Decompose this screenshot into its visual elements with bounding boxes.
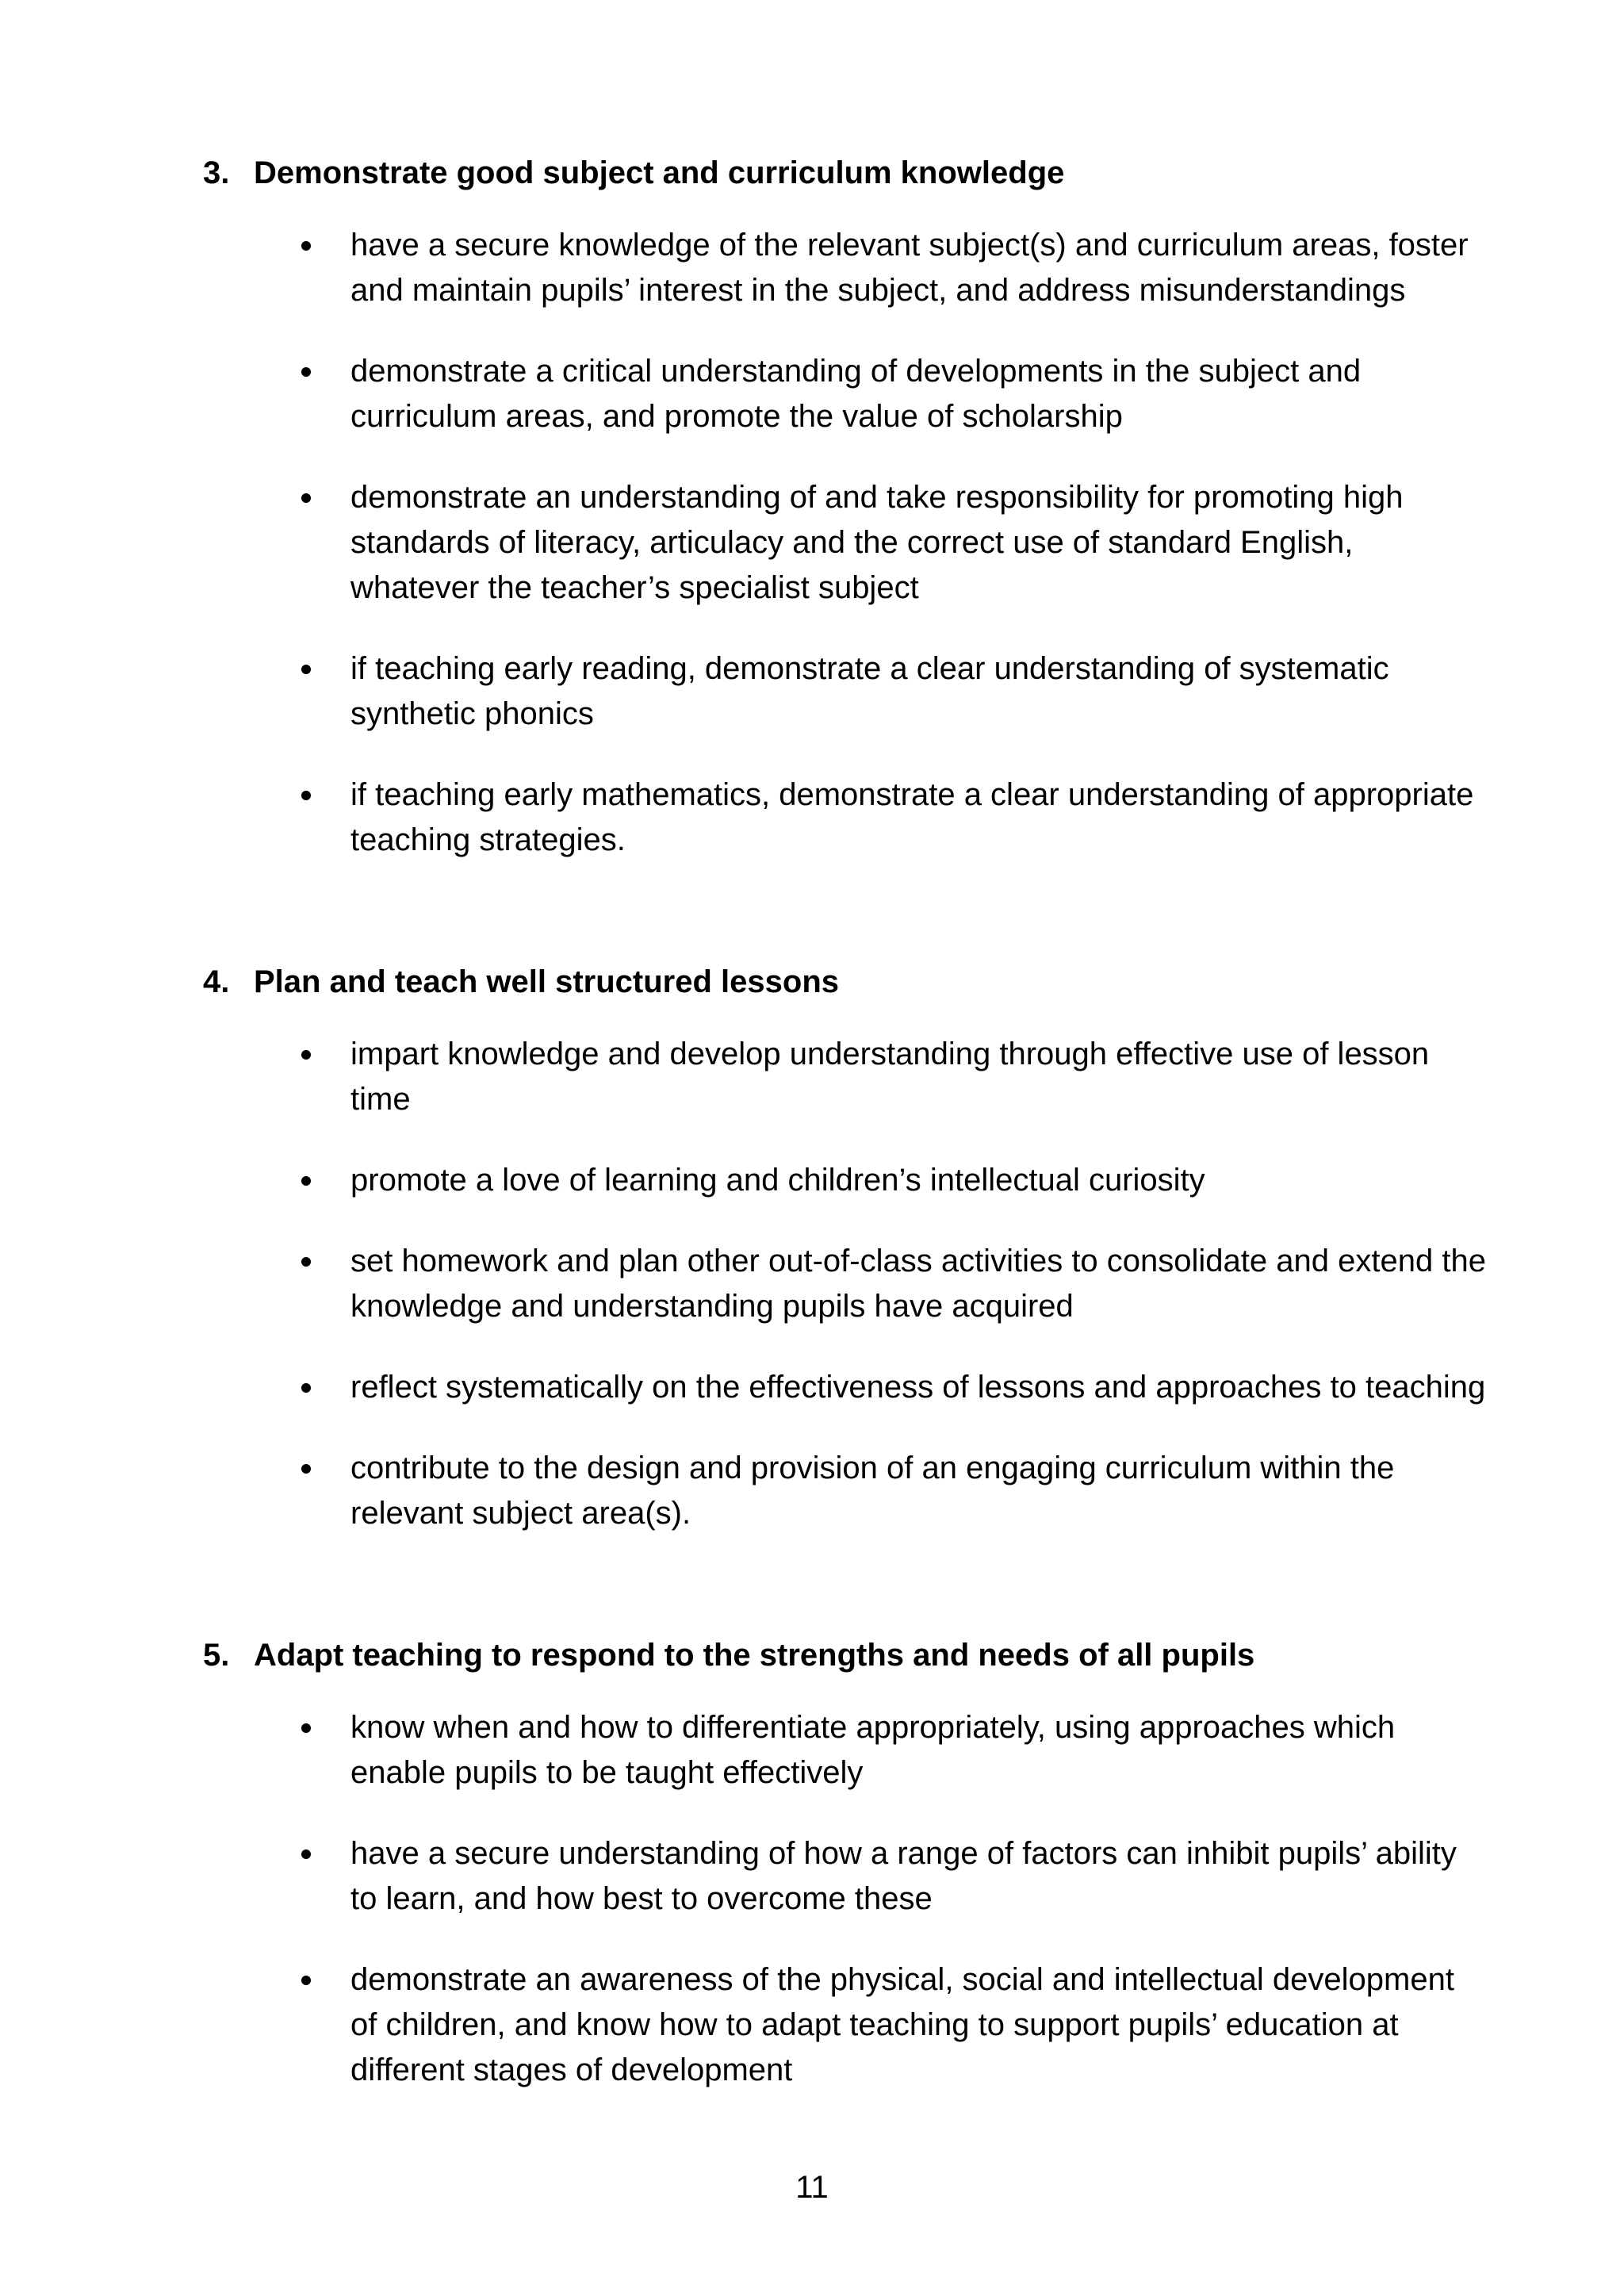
bullet-icon: [301, 1257, 311, 1267]
list-item: [203, 475, 1488, 611]
section-title: Demonstrate good subject and curriculum knowledge: [254, 155, 1065, 190]
section-title: Adapt teaching to respond to the strengths and needs of all pupils: [254, 1638, 1255, 1673]
bullet-icon: [301, 1849, 311, 1859]
list-item: [203, 1705, 1488, 1796]
bullet-icon: [301, 493, 311, 503]
bullet-icon: [301, 367, 311, 377]
list-item-text: know when and how to differentiate appropriately, using approaches which enable pupils to be taught effectively: [350, 1710, 1396, 1790]
list-item-text: demonstrate a critical understanding of developments in the subject and curriculum areas, and promote the value of scholarship: [350, 354, 1362, 434]
section-heading: [203, 960, 1488, 1004]
bullet-icon: [301, 1464, 311, 1474]
list-item-text: demonstrate an awareness of the physical, social and intellectual development of children, and know how to adapt teaching to support pupils’ education at different stages of development: [350, 1962, 1454, 2087]
section-3: [203, 151, 1488, 863]
list-item: [203, 223, 1488, 313]
list-item-text: have a secure knowledge of the relevant subject(s) and curriculum areas, foster and maintain pupils’ interest in the subject, and address misunderstandings: [350, 228, 1469, 308]
bullet-icon: [301, 665, 311, 674]
bullet-icon: [301, 1723, 311, 1733]
section-title: Plan and teach well structured lessons: [254, 964, 840, 999]
section-5: [203, 1633, 1488, 2093]
list-item: [203, 349, 1488, 439]
list-item-text: set homework and plan other out-of-class activities to consolidate and extend the knowledge and understanding pupils have acquired: [350, 1244, 1486, 1324]
section-number: 5.: [203, 1638, 230, 1673]
bullet-list: [203, 1032, 1488, 1536]
section-number: 4.: [203, 964, 230, 999]
list-item: [203, 1032, 1488, 1122]
bullet-list: [203, 223, 1488, 863]
bullet-icon: [301, 791, 311, 800]
section-number: 3.: [203, 155, 230, 190]
bullet-icon: [301, 1176, 311, 1186]
bullet-icon: [301, 1050, 311, 1060]
bullet-icon: [301, 1976, 311, 1985]
list-item: [203, 772, 1488, 863]
list-item: [203, 646, 1488, 737]
list-item-text: impart knowledge and develop understanding through effective use of lesson time: [350, 1037, 1430, 1117]
list-item-text: reflect systematically on the effectiveness of lessons and approaches to teaching: [350, 1370, 1486, 1405]
section-heading: [203, 151, 1488, 195]
list-item-text: if teaching early mathematics, demonstrate a clear understanding of appropriate teaching strategies.: [350, 777, 1474, 857]
section-4: [203, 960, 1488, 1536]
page-number: 11: [795, 2170, 829, 2205]
list-item-text: have a secure understanding of how a range of factors can inhibit pupils’ ability to learn, and how best to overcome these: [350, 1836, 1457, 1916]
list-item-text: contribute to the design and provision of an engaging curriculum within the relevant subject area(s).: [350, 1451, 1395, 1531]
list-item-text: if teaching early reading, demonstrate a clear understanding of systematic synthetic phonics: [350, 651, 1389, 731]
list-item-text: promote a love of learning and children’s intellectual curiosity: [350, 1163, 1205, 1198]
list-item: [203, 1365, 1488, 1410]
bullet-icon: [301, 1383, 311, 1393]
list-item: [203, 1957, 1488, 2093]
list-item: [203, 1446, 1488, 1536]
section-heading: [203, 1633, 1488, 1677]
bullet-icon: [301, 241, 311, 251]
list-item-text: demonstrate an understanding of and take responsibility for promoting high standards of literacy, articulacy and the correct use of standard English, whatever the teacher’s specialist subject: [350, 480, 1404, 605]
list-item: [203, 1831, 1488, 1922]
list-item: [203, 1158, 1488, 1203]
list-item: [203, 1239, 1488, 1329]
bullet-list: [203, 1705, 1488, 2093]
